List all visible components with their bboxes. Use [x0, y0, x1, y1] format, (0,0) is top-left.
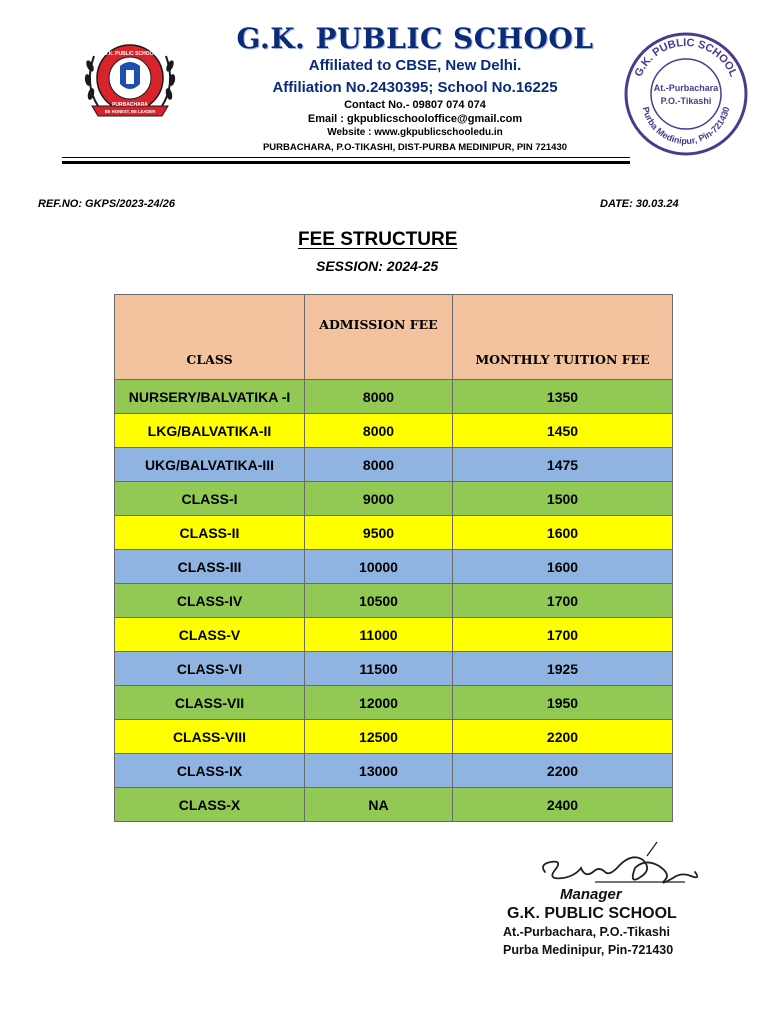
page-title: FEE STRUCTURE [298, 229, 458, 250]
manager-address-line-1: At.-Purbachara, P.O.-Tikashi [503, 925, 670, 939]
admission-fee-cell: 8000 [305, 414, 453, 448]
reference-number: REF.NO: GKPS/2023-24/26 [38, 198, 175, 210]
table-row [115, 448, 673, 482]
monthly-fee-cell: 2400 [453, 788, 673, 822]
table-row [115, 652, 673, 686]
manager-school-name: G.K. PUBLIC SCHOOL [507, 905, 677, 922]
class-cell: CLASS-VI [115, 652, 305, 686]
class-cell: CLASS-IV [115, 584, 305, 618]
svg-text:G.K. PUBLIC SCHOOL [633, 37, 740, 79]
table-header-row [115, 295, 673, 380]
fee-table [114, 294, 673, 822]
table-row [115, 380, 673, 414]
stamp-center-line-2: P.O.-Tikashi [660, 96, 712, 106]
stamp-ring-bottom-text: Purba Medinipur, Pin-721430 [640, 105, 732, 147]
header-admission-fee: ADMISSION FEE [305, 295, 453, 380]
header-divider-thick [62, 161, 630, 164]
monthly-fee-cell: 1950 [453, 686, 673, 720]
class-cell: CLASS-IX [115, 754, 305, 788]
header-monthly-tuition-fee: MONTHLY TUITION FEE [453, 295, 673, 380]
table-row [115, 788, 673, 822]
table-row [115, 686, 673, 720]
header-class: CLASS [115, 295, 305, 380]
admission-fee-cell: 8000 [305, 448, 453, 482]
admission-fee-cell: 9000 [305, 482, 453, 516]
school-stamp [620, 28, 752, 160]
table-row [115, 482, 673, 516]
school-name: G.K. PUBLIC SCHOOL [236, 22, 594, 55]
header-divider-thin [62, 157, 630, 158]
stamp-ring-text: G.K. PUBLIC SCHOOL [632, 36, 740, 79]
monthly-fee-cell: 2200 [453, 720, 673, 754]
admission-fee-cell: 10000 [305, 550, 453, 584]
school-address: PURBACHARA, P.O-TIKASHI, DIST-PURBA MEDINIPUR, PIN 721430 [262, 142, 568, 153]
monthly-fee-cell: 1600 [453, 550, 673, 584]
monthly-fee-cell: 1350 [453, 380, 673, 414]
class-cell: CLASS-II [115, 516, 305, 550]
monthly-fee-cell: 1700 [453, 584, 673, 618]
table-row [115, 720, 673, 754]
table-row [115, 550, 673, 584]
manager-address-line-2: Purba Medinipur, Pin-721430 [503, 943, 674, 957]
class-cell: UKG/BALVATIKA-III [115, 448, 305, 482]
admission-fee-cell: NA [305, 788, 453, 822]
logo-text-bottom: PURBACHARA [112, 102, 148, 108]
class-cell: CLASS-VII [115, 686, 305, 720]
affiliation-number: Affiliation No.2430395; School No.16225 [272, 79, 558, 96]
admission-fee-cell: 12000 [305, 686, 453, 720]
logo-ribbon-text: BE HONEST, BE LEADER [104, 109, 156, 114]
admission-fee-cell: 11000 [305, 618, 453, 652]
monthly-fee-cell: 1500 [453, 482, 673, 516]
admission-fee-cell: 10500 [305, 584, 453, 618]
table-row [115, 754, 673, 788]
admission-fee-cell: 11500 [305, 652, 453, 686]
class-cell: NURSERY/BALVATIKA -I [115, 380, 305, 414]
manager-title: Manager [560, 886, 622, 903]
table-row [115, 516, 673, 550]
school-logo-emblem [80, 36, 180, 128]
affiliation-line: Affiliated to CBSE, New Delhi. [308, 57, 522, 74]
document-date: DATE: 30.03.24 [600, 198, 679, 210]
svg-text:Purba Medinipur, Pin-721430 [641, 106, 732, 146]
admission-fee-cell: 9500 [305, 516, 453, 550]
logo-text-top: G.K. PUBLIC SCHOOL [103, 51, 157, 57]
monthly-fee-cell: 1700 [453, 618, 673, 652]
session-label: SESSION: 2024-25 [316, 258, 439, 274]
monthly-fee-cell: 1600 [453, 516, 673, 550]
website-line: Website : www.gkpublicschooledu.in [327, 127, 503, 138]
admission-fee-cell: 12500 [305, 720, 453, 754]
class-cell: CLASS-III [115, 550, 305, 584]
class-cell: CLASS-VIII [115, 720, 305, 754]
monthly-fee-cell: 1450 [453, 414, 673, 448]
class-cell: CLASS-I [115, 482, 305, 516]
admission-fee-cell: 13000 [305, 754, 453, 788]
email-line: Email : gkpublicschooloffice@gmail.com [307, 113, 523, 125]
class-cell: LKG/BALVATIKA-II [115, 414, 305, 448]
table-row [115, 414, 673, 448]
monthly-fee-cell: 1925 [453, 652, 673, 686]
stamp-center-line-1: At.-Purbachara [653, 83, 719, 93]
admission-fee-cell: 8000 [305, 380, 453, 414]
contact-number: Contact No.- 09807 074 074 [344, 99, 486, 111]
class-cell: CLASS-X [115, 788, 305, 822]
monthly-fee-cell: 2200 [453, 754, 673, 788]
table-row [115, 618, 673, 652]
class-cell: CLASS-V [115, 618, 305, 652]
table-row [115, 584, 673, 618]
monthly-fee-cell: 1475 [453, 448, 673, 482]
